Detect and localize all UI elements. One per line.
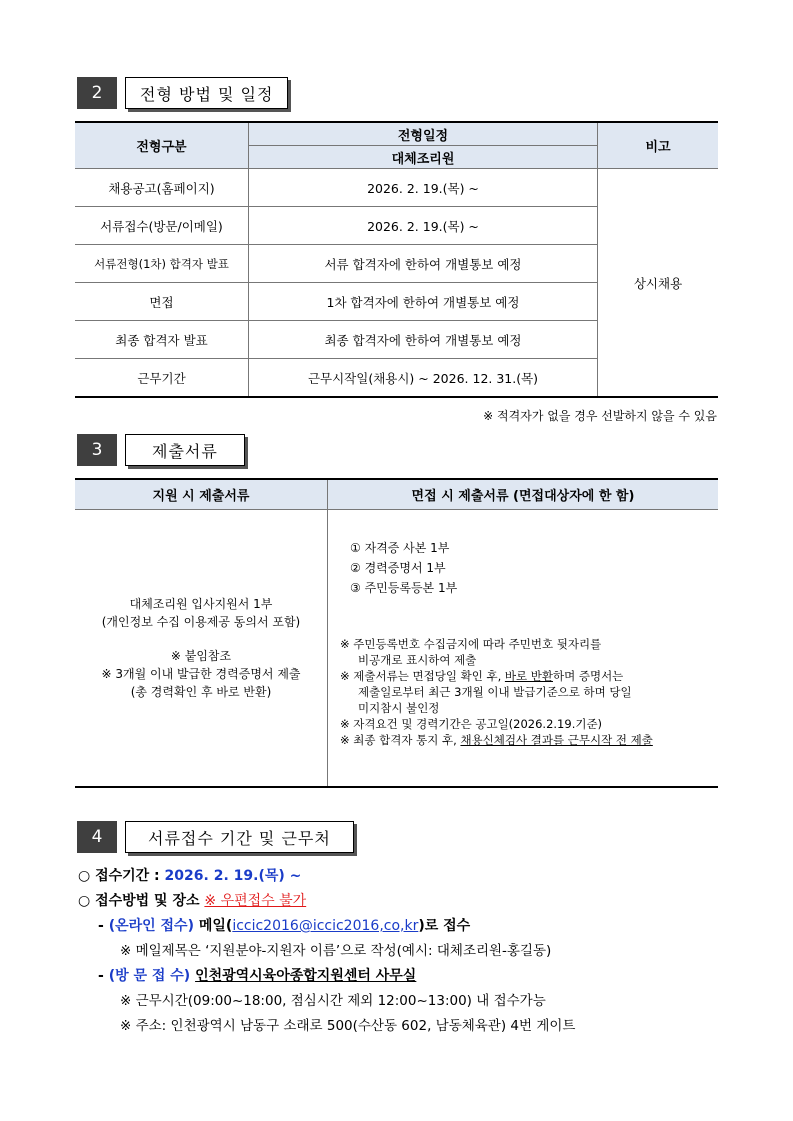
online-mid: 메일( bbox=[193, 918, 233, 934]
online-row bbox=[78, 914, 738, 939]
note-line: ※ 주민등록번호 수집금지에 따라 주민번호 뒷자리를 bbox=[340, 637, 602, 651]
row-schedule: 근무시작일(채용시) ~ 2026. 12. 31.(목) bbox=[249, 359, 598, 398]
schedule-table bbox=[75, 121, 718, 398]
section2-number: 2 bbox=[77, 77, 117, 109]
note-underline: 바로 반환 bbox=[504, 669, 553, 683]
interview-documents-cell bbox=[328, 510, 719, 788]
row-type: 면접 bbox=[75, 283, 249, 321]
col-header-schedule: 전형일정 bbox=[249, 122, 598, 146]
apply-line: (개인정보 수집 이용제공 동의서 포함) bbox=[101, 615, 301, 629]
visit-prefix: - bbox=[98, 968, 109, 984]
note-line: 비공개로 표시하여 제출 bbox=[358, 653, 477, 667]
method-warning: ※ 우편접수 불가 bbox=[204, 893, 307, 909]
note-line bbox=[340, 668, 710, 684]
row-type: 서류전형(1차) 합격자 발표 bbox=[75, 245, 249, 283]
apply-line: (총 경력확인 후 바로 반환) bbox=[130, 685, 272, 699]
visit-row bbox=[78, 964, 738, 989]
note-underline: 채용신체검사 결과를 근무시작 전 제출 bbox=[460, 733, 653, 747]
row-type: 서류접수(방문/이메일) bbox=[75, 207, 249, 245]
visit-label: (방 문 접 수) bbox=[108, 968, 191, 984]
method-label: ○ 접수방법 및 장소 bbox=[78, 893, 205, 909]
row-note: 상시채용 bbox=[598, 169, 719, 398]
documents-table bbox=[75, 478, 718, 788]
note-line: 미지참시 불인정 bbox=[358, 701, 440, 715]
section4-heading bbox=[77, 821, 354, 853]
col-header-note: 비고 bbox=[598, 122, 719, 169]
col-header-schedule-sub: 대체조리원 bbox=[249, 146, 598, 169]
note-line bbox=[340, 732, 710, 748]
note-text: ※ 제출서류는 면접당일 확인 후, bbox=[340, 669, 505, 683]
online-end: )로 접수 bbox=[418, 918, 471, 934]
list-item: ③ 주민등록등본 1부 bbox=[350, 581, 458, 595]
section3-title: 제출서류 bbox=[125, 434, 245, 466]
online-prefix: - bbox=[98, 918, 109, 934]
visit-address: ※ 주소: 인천광역시 남동구 소래로 500(수산동 602, 남동체육관) 4번 게이트 bbox=[120, 1018, 576, 1034]
list-item: ① 자격증 사본 1부 bbox=[350, 541, 450, 555]
apply-line: ※ 3개월 이내 발급한 경력증명서 제출 bbox=[101, 667, 301, 681]
apply-line: ※ 붙임참조 bbox=[170, 649, 232, 663]
row-schedule: 1차 합격자에 한하여 개별통보 예정 bbox=[249, 283, 598, 321]
section2-heading bbox=[77, 77, 288, 109]
section3-heading bbox=[77, 434, 245, 466]
note-line: 제출일로부터 최근 3개월 이내 발급기준으로 하며 당일 bbox=[358, 685, 632, 699]
list-item: ② 경력증명서 1부 bbox=[350, 561, 446, 575]
application-info bbox=[78, 864, 738, 1039]
row-schedule: 2026. 2. 19.(목) ~ bbox=[249, 169, 598, 207]
row-type: 채용공고(홈페이지) bbox=[75, 169, 249, 207]
email-link[interactable]: iccic2016@iccic2016,co,kr bbox=[232, 918, 419, 934]
note-text: ※ 최종 합격자 통지 후, bbox=[340, 733, 461, 747]
section3-number: 3 bbox=[77, 434, 117, 466]
visit-place: 인천광역시육아종합지원센터 사무실 bbox=[195, 968, 417, 984]
row-type: 최종 합격자 발표 bbox=[75, 321, 249, 359]
visit-hours: ※ 근무시간(09:00~18:00, 점심시간 제외 12:00~13:00) 내 접수가능 bbox=[120, 993, 546, 1009]
table-row bbox=[75, 169, 718, 207]
row-schedule: 서류 합격자에 한하여 개별통보 예정 bbox=[249, 245, 598, 283]
note-line: ※ 자격요건 및 경력기간은 공고일(2026.2.19.기준) bbox=[340, 717, 603, 731]
col-header-apply: 지원 시 제출서류 bbox=[75, 479, 328, 510]
row-schedule: 2026. 2. 19.(목) ~ bbox=[249, 207, 598, 245]
section4-number: 4 bbox=[77, 821, 117, 853]
online-label: (온라인 접수) bbox=[108, 918, 194, 934]
section2-title: 전형 방법 및 일정 bbox=[125, 77, 288, 109]
section4-title: 서류접수 기간 및 근무처 bbox=[125, 821, 354, 853]
interview-notes bbox=[340, 636, 710, 748]
method-row bbox=[78, 889, 738, 914]
schedule-footnote: ※ 적격자가 없을 경우 선발하지 않을 수 있음 bbox=[483, 409, 717, 423]
col-header-interview: 면접 시 제출서류 (면접대상자에 한 함) bbox=[328, 479, 719, 510]
period-label: ○ 접수기간 : bbox=[78, 868, 165, 884]
online-note: ※ 메일제목은 ‘지원분야-지원자 이름’으로 작성(예시: 대체조리원-홍길동) bbox=[120, 943, 552, 959]
apply-line: 대체조리원 입사지원서 1부 bbox=[129, 597, 273, 611]
apply-documents-cell bbox=[75, 510, 328, 788]
row-type: 근무기간 bbox=[75, 359, 249, 398]
row-schedule: 최종 합격자에 한하여 개별통보 예정 bbox=[249, 321, 598, 359]
interview-items bbox=[340, 538, 710, 598]
note-text: 하며 증명서는 bbox=[552, 669, 624, 683]
period-row bbox=[78, 864, 738, 889]
col-header-type: 전형구분 bbox=[75, 122, 249, 169]
period-value: 2026. 2. 19.(목) ~ bbox=[164, 868, 302, 884]
